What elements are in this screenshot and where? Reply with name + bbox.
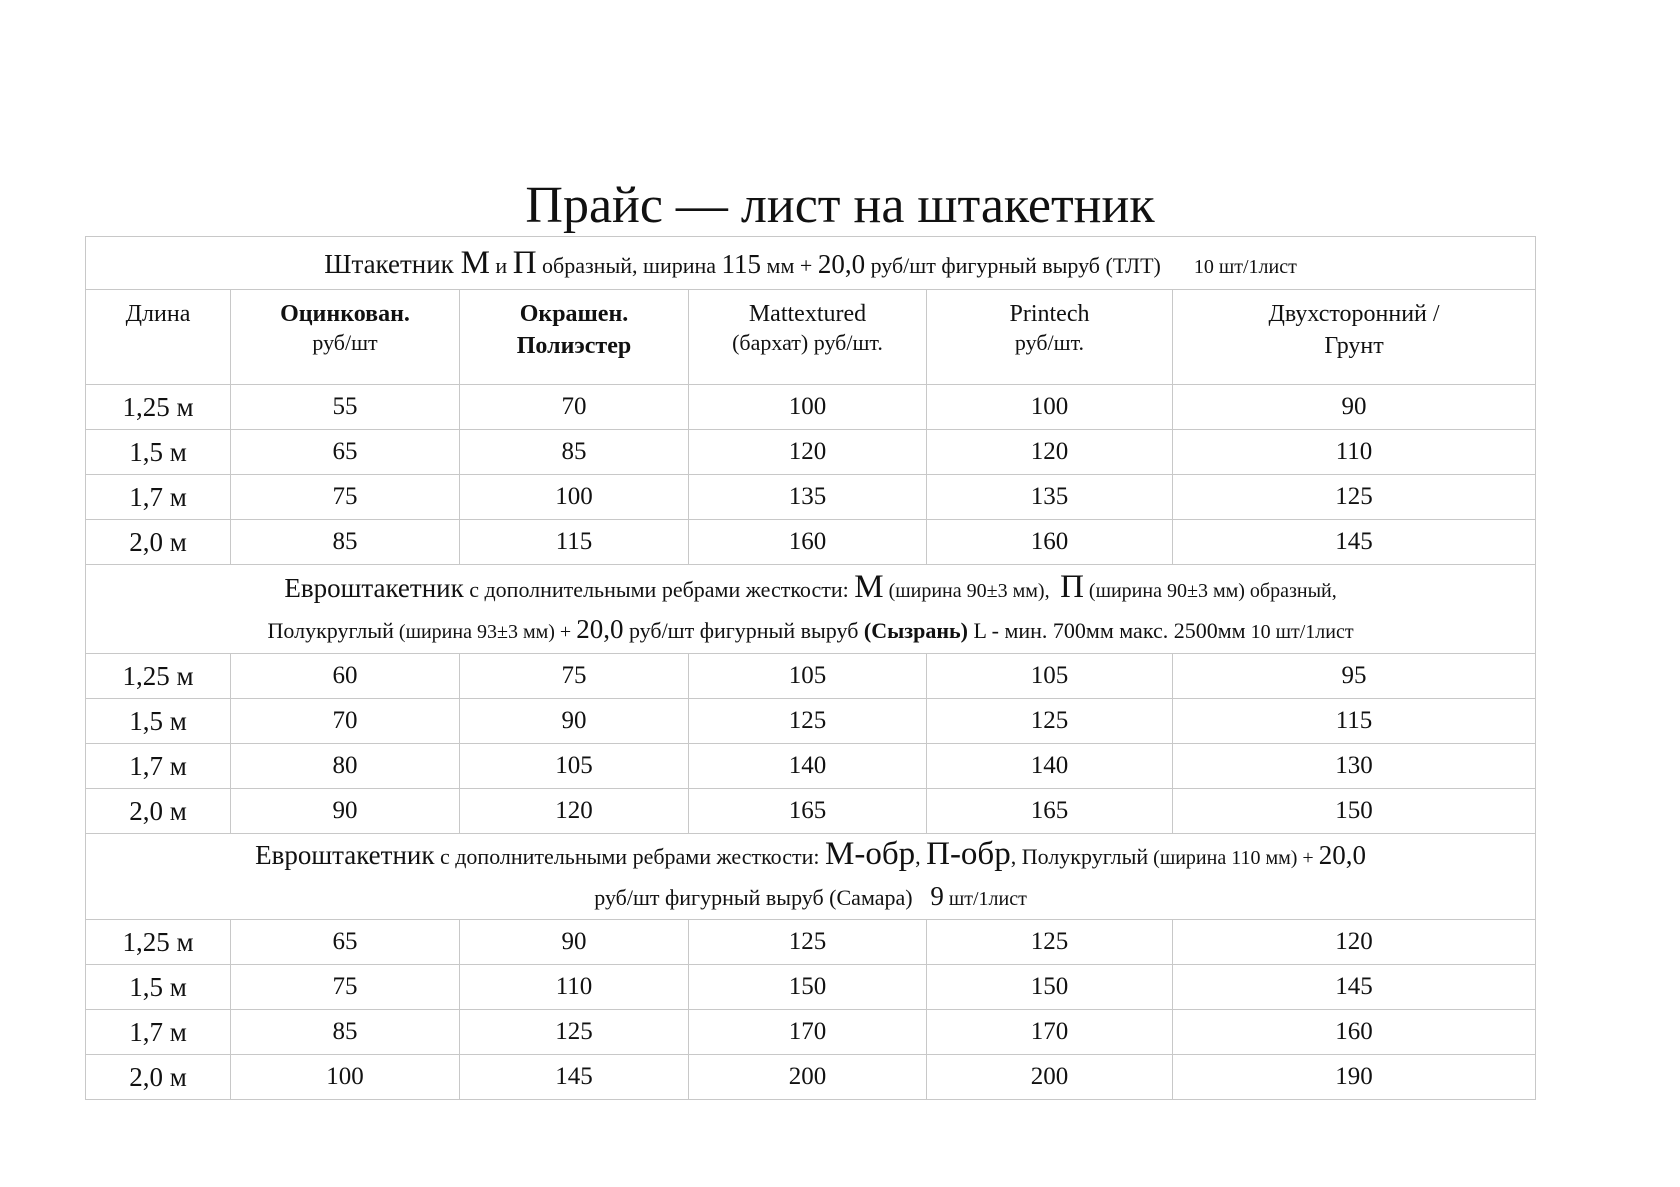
col-header-label: Длина [125,301,191,327]
price-cell: 145 [1173,520,1536,565]
price-cell: 90 [460,920,689,965]
price-cell: 130 [1173,744,1536,789]
col-header-mattextured [689,290,927,385]
length-cell: 1,25 м [86,385,231,430]
col-header-label: Двухсторонний / [1268,301,1440,327]
price-cell: 165 [689,789,927,834]
heading-text: 115 [721,248,762,279]
col-header-double [1173,290,1536,385]
price-cell: 120 [1173,920,1536,965]
heading-text: и [489,252,513,278]
price-cell: 100 [231,1055,460,1100]
length-cell: 2,0 м [86,520,231,565]
price-cell: 135 [689,475,927,520]
price-cell: 120 [927,430,1173,475]
col-header-length [86,290,231,385]
section-heading-cell [86,834,1536,920]
price-cell: 200 [927,1055,1173,1100]
price-cell: 170 [927,1010,1173,1055]
price-cell: 115 [460,520,689,565]
col-header-galvanized [231,290,460,385]
page-title: Прайс — лист на штакетник [525,177,1155,234]
price-cell: 145 [1173,965,1536,1010]
price-cell: 160 [927,520,1173,565]
length-cell: 1,7 м [86,475,231,520]
price-cell: 160 [689,520,927,565]
heading-line [86,835,1535,877]
price-cell: 90 [460,699,689,744]
heading-text: (Сызрань) [863,617,969,643]
price-cell: 120 [689,430,927,475]
heading-text: Полукруглый [1021,844,1149,869]
price-cell: 110 [460,965,689,1010]
heading-text: шт/1лист [943,888,1027,910]
heading-text: (ширина 90±3 мм), [883,579,1055,602]
price-cell: 70 [460,385,689,430]
table-row [86,430,1536,475]
table-row [86,789,1536,834]
heading-text: Полукруглый [267,617,394,643]
table-row [86,654,1536,699]
price-cell: 120 [460,789,689,834]
heading-text: , [1010,844,1022,869]
heading-text: с дополнительными ребрами жесткости: [434,844,825,869]
col-header-sublabel: руб/шт [312,330,378,355]
table-row [86,744,1536,789]
price-table [85,236,1536,1100]
col-header-label: Грунт [1324,333,1384,359]
price-cell: 65 [231,920,460,965]
heading-text: L - мин. 700мм макс. 2500мм [968,617,1246,643]
price-cell: 85 [231,1010,460,1055]
heading-text: (ширина 90±3 мм) образный, [1083,579,1337,602]
col-header-printech [927,290,1173,385]
col-header-sublabel: руб/шт. [1014,330,1085,355]
table-row [86,520,1536,565]
price-cell: 190 [1173,1055,1536,1100]
price-cell: 200 [689,1055,927,1100]
price-cell: 140 [927,744,1173,789]
heading-text: 10 шт/1лист [1193,255,1297,278]
price-cell: 125 [927,699,1173,744]
price-cell: 75 [231,475,460,520]
heading-line [86,568,1535,610]
price-cell: 85 [231,520,460,565]
heading-line [86,877,1535,918]
price-cell: 95 [1173,654,1536,699]
price-cell: 60 [231,654,460,699]
table-row [86,1010,1536,1055]
length-cell: 2,0 м [86,1055,231,1100]
price-cell: 125 [1173,475,1536,520]
length-cell: 1,25 м [86,920,231,965]
table-row [86,385,1536,430]
price-cell: 65 [231,430,460,475]
price-cell: 105 [460,744,689,789]
price-cell: 80 [231,744,460,789]
table-row [86,1055,1536,1100]
length-cell: 1,5 м [86,965,231,1010]
table-row [86,699,1536,744]
price-cell: 100 [460,475,689,520]
heading-text: П-обр [926,836,1011,872]
price-cell: 75 [460,654,689,699]
price-cell: 150 [927,965,1173,1010]
price-cell: 135 [927,475,1173,520]
price-cell: 85 [460,430,689,475]
col-header-label: Mattextured [748,301,867,327]
price-cell: 150 [689,965,927,1010]
price-cell: 145 [460,1055,689,1100]
price-cell: 125 [927,920,1173,965]
heading-text: 9 [923,881,944,911]
price-cell: 100 [927,385,1173,430]
heading-text: 10 шт/1лист [1245,620,1354,643]
length-cell: 1,5 м [86,430,231,475]
price-cell: 125 [689,920,927,965]
price-cell: 140 [689,744,927,789]
price-cell: 100 [689,385,927,430]
price-cell: 90 [231,789,460,834]
table-row [86,475,1536,520]
heading-text: М [854,568,884,605]
heading-text: Евроштакетник [284,572,464,603]
price-cell: 105 [927,654,1173,699]
heading-text: Евроштакетник [255,840,435,870]
price-cell: 165 [927,789,1173,834]
col-header-label: Полиэстер [516,333,632,359]
col-header-label: Окрашен. [519,301,629,327]
heading-text: П [1060,568,1084,605]
price-cell: 170 [689,1010,927,1055]
price-cell: 110 [1173,430,1536,475]
price-cell: 55 [231,385,460,430]
length-cell: 2,0 м [86,789,231,834]
heading-text: (ширина 110 мм) + [1148,847,1319,869]
heading-text: мм + [761,252,818,278]
heading-text: , [915,844,927,869]
length-cell: 1,7 м [86,1010,231,1055]
col-header-label: Оцинкован. [280,301,410,327]
price-cell: 160 [1173,1010,1536,1055]
heading-text: М-обр [824,836,916,872]
table-row [86,920,1536,965]
heading-text: 20,0 [576,613,624,644]
heading-text: (ширина 93±3 мм) + [393,620,577,643]
table-row [86,965,1536,1010]
heading-text: образный, ширина [536,252,722,278]
price-cell: 125 [460,1010,689,1055]
length-cell: 1,25 м [86,654,231,699]
price-cell: 115 [1173,699,1536,744]
heading-text: 20,0 [817,248,866,279]
length-cell: 1,5 м [86,699,231,744]
heading-text: с дополнительными ребрами жесткости: [463,576,855,602]
heading-text: руб/шт фигурный выруб (ТЛТ) [865,252,1161,278]
section-heading-samara [86,834,1536,920]
col-header-sublabel: (бархат) руб/шт. [732,330,883,355]
price-cell: 70 [231,699,460,744]
section-heading-cell [86,565,1536,654]
col-header-painted [460,290,689,385]
section-heading-tlt [86,237,1536,290]
heading-text: Штакетник [324,248,461,279]
heading-text: 20,0 [1318,840,1366,870]
price-cell: 125 [689,699,927,744]
heading-text: П [512,244,537,281]
section-heading-syzran [86,565,1536,654]
column-header-row [86,290,1536,385]
heading-text: руб/шт фигурный выруб [623,617,864,643]
heading-text: М [460,244,490,281]
heading-line [86,610,1535,651]
price-cell: 105 [689,654,927,699]
col-header-label: Printech [1009,301,1090,327]
price-cell: 90 [1173,385,1536,430]
price-cell: 75 [231,965,460,1010]
section-heading-cell [86,237,1536,290]
price-cell: 150 [1173,789,1536,834]
heading-text: руб/шт фигурный выруб (Самара) [594,885,913,910]
length-cell: 1,7 м [86,744,231,789]
